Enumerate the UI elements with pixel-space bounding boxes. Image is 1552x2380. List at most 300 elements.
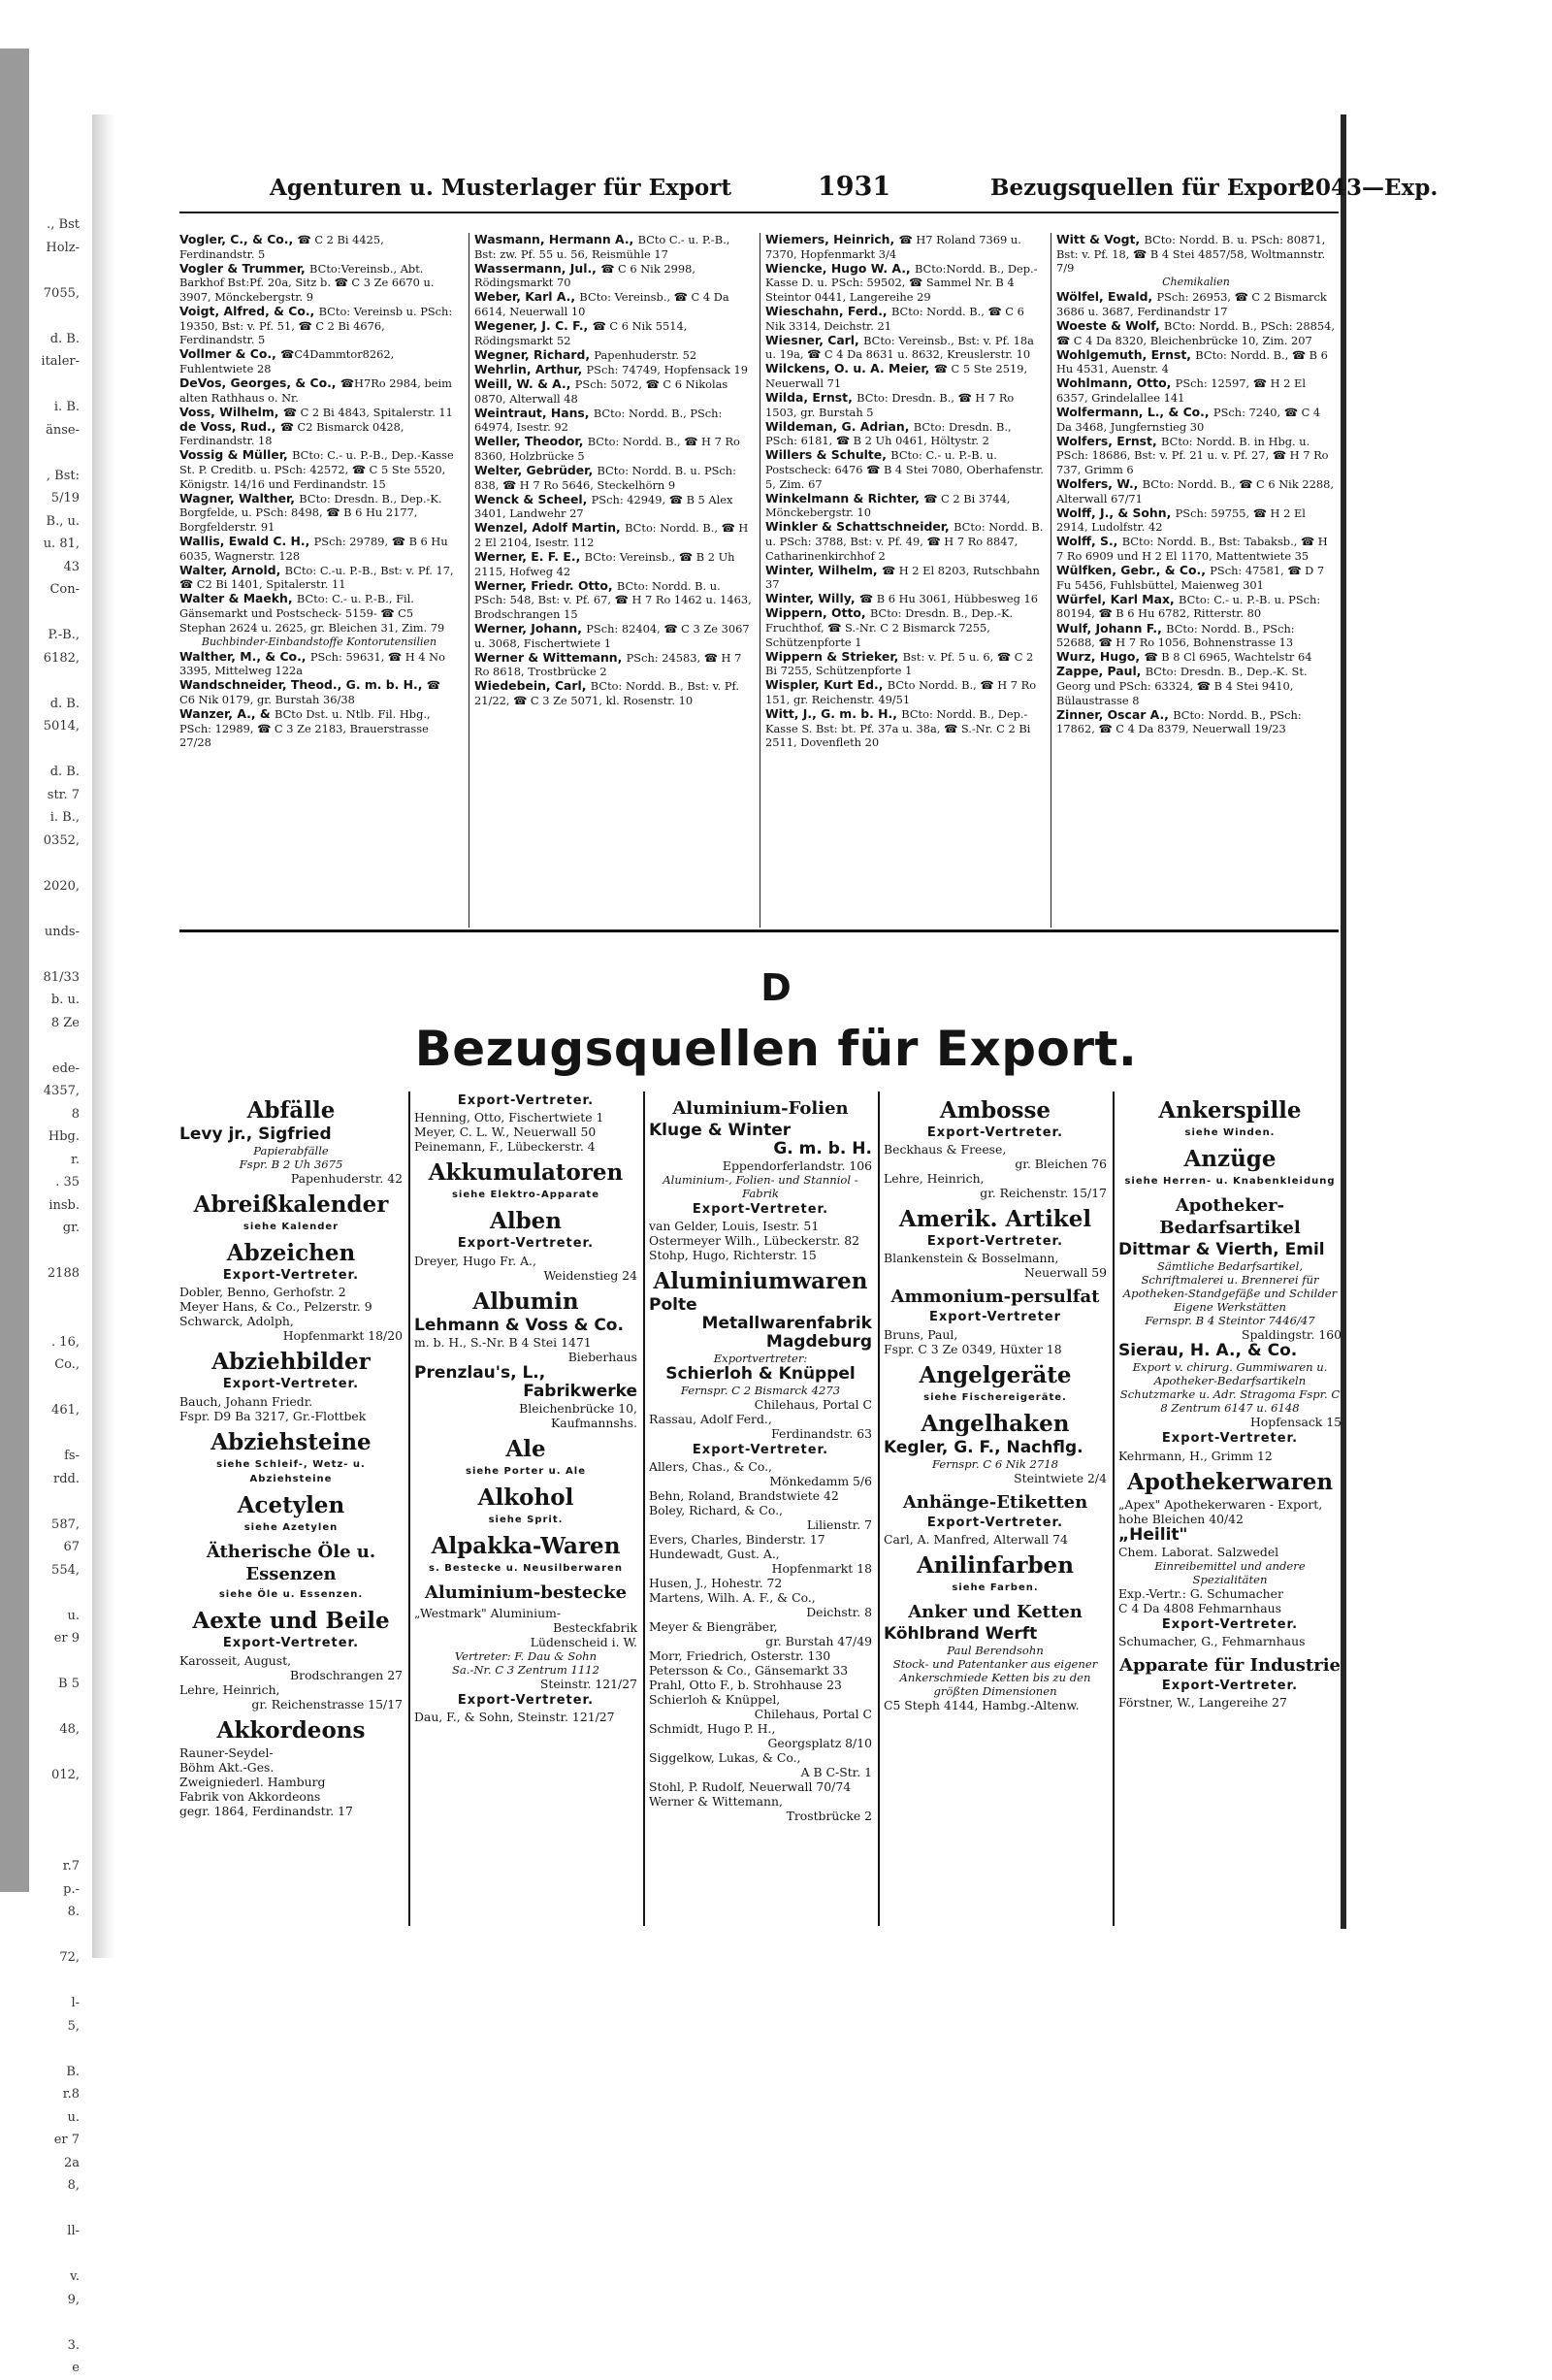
listing-entry: [1056, 435, 1336, 477]
entry-name: Winter, Wilhelm,: [765, 562, 882, 577]
firm-name: Kegler, G. F., Nachflg.: [884, 1437, 1083, 1457]
see-also-note: siehe Kalender: [242, 1222, 340, 1232]
listing-entry: [765, 520, 1045, 563]
entry-details: BCto: Nordd. B. u. PSch: 838, ☎ H 7 Ro 5646, Steckelhörn 9: [474, 464, 736, 492]
prev-page-fragment: p.-: [63, 1881, 80, 1897]
entry-details: BCto: C.- u. P.-B., Dep.-Kasse St. P. Creditb. u. PSch: 42572, ☎ C 5 Ste 5520, Königstr. 14/16 und Ferdinandstr. 15: [179, 448, 454, 491]
export-agent-label: Export-Vertreter.: [1161, 1678, 1299, 1693]
prev-page-fragment: unds-: [44, 924, 80, 939]
entry-name: Weill, W. & A.,: [474, 375, 575, 391]
supplier-address: Eppendorferlandstr. 106: [722, 1158, 872, 1173]
supplier-line: Dreyer, Hugo Fr. A.,: [414, 1253, 536, 1268]
prev-page-fragment: rdd.: [53, 1471, 80, 1486]
listing-entry: [1056, 535, 1336, 563]
supplier-line: gegr. 1864, Ferdinandstr. 17: [179, 1803, 353, 1818]
supplier-line: Fabrik von Akkordeons: [179, 1788, 321, 1804]
prev-page-fragment: 7055,: [43, 285, 80, 301]
entry-details: BCto: Nordd. B. in Hbg. u. PSch: 18686, Bst: v. Pf. 21 u. v. Pf. 27, ☎ H 7 Ro 737, Grimm 6: [1056, 434, 1329, 476]
supplier-address: Georgsplatz 8/10: [767, 1736, 872, 1751]
category-heading: Anzüge: [1183, 1146, 1277, 1173]
entry-name: Wölfel, Ewald,: [1056, 289, 1157, 305]
entry-name: Wiemers, Heinrich,: [765, 232, 899, 246]
supplier-line: „Apex" Apothekerwaren - Export, hohe Bleichen 40/42: [1118, 1496, 1323, 1526]
prev-page-fragment: Hbg.: [48, 1129, 80, 1144]
supplier-line: Schierloh & Knüppel,: [649, 1692, 781, 1708]
listing-column-4: [1056, 233, 1336, 928]
entry-name: Wiedebein, Carl,: [474, 678, 591, 694]
supplier-line: Carl, A. Manfred, Alterwall 74: [884, 1532, 1068, 1548]
export-agent-label: Export-Vertreter.: [1161, 1431, 1299, 1447]
entry-details: ☎ C6 Nik 0179, gr. Burstah 36/38: [179, 678, 440, 706]
prev-page-fragment: B 5: [58, 1677, 80, 1691]
export-agent-label: Export-Vertreter.: [457, 1093, 595, 1108]
entry-name: Wandschneider, Theod., G. m. b. H.,: [179, 677, 427, 693]
entry-details: ☎ C 2 Bi 4843, Spitalerstr. 11: [282, 405, 453, 419]
prev-page-fragment: ede-: [51, 1060, 80, 1076]
firm-note: Fernspr. C 2 Bismarck 4273: [680, 1384, 841, 1398]
listing-entry: [179, 347, 459, 375]
supplier-address: gr. Bleichen 76: [1015, 1157, 1107, 1172]
supplier-line: Meyer Hans, & Co., Pelzerstr. 9: [179, 1299, 372, 1315]
prev-page-fragment: [0, 1696, 83, 1719]
firm-name: Prenzlau's, L.,: [414, 1362, 546, 1383]
prev-page-fragment: 6182,: [43, 650, 80, 666]
entry-details: BCto:Vereinsb., Abt. Barkhof Bst:Pf. 20a, Sitz b. ☎ C 3 Ze 6670 u. 3907, Mönckebergstr. 9: [179, 261, 435, 304]
prev-page-fragment: 81/33: [43, 969, 80, 985]
listing-entry: [179, 678, 459, 706]
prev-page-fragment: fs-: [64, 1449, 80, 1463]
prev-page-fragment: [0, 305, 83, 328]
supplier-address: Bleichenbrücke 10,: [519, 1400, 637, 1416]
entry-name: Wulf, Johann F.,: [1056, 620, 1167, 636]
prev-page-fragment: 554,: [51, 1562, 80, 1578]
prev-page-fragment: 2188: [47, 1266, 80, 1281]
entry-name: Wispler, Kurt Ed.,: [765, 677, 888, 693]
supplier-line: Dobler, Benno, Gerhofstr. 2: [179, 1285, 346, 1300]
supplier-line: Bruns, Paul,: [884, 1326, 958, 1342]
supplier-address: Lilienstr. 7: [806, 1517, 872, 1533]
category-heading: Acetylen: [237, 1492, 345, 1519]
firm-note: Papierabfälle: [253, 1144, 329, 1157]
listing-entry: [179, 406, 459, 420]
entry-name: Werner & Wittemann,: [474, 649, 627, 665]
export-agent-label: Export-Vertreter: [928, 1310, 1062, 1325]
see-also-note: siehe Porter u. Ale: [466, 1465, 586, 1477]
listing-entry: [474, 348, 754, 363]
category-heading: Anker und Ketten: [908, 1602, 1083, 1623]
listing-entry: [474, 521, 754, 549]
listing-entry: [1056, 477, 1336, 505]
entry-details: ☎ H 2 El 8203, Rutschbahn 37: [765, 563, 1040, 592]
supplier-address: Steinstr. 121/27: [539, 1677, 637, 1692]
listing-entry: [474, 363, 754, 377]
entry-details: Papenhuderstr. 52: [594, 347, 697, 362]
listing-entry: [1056, 348, 1336, 376]
entry-details: ☎ B 8 Cl 6965, Wachtelstr 64: [1144, 650, 1312, 665]
entry-details: BCto: C.- u. P.-B. u. Postscheck: 6476 ☎ B 4 Stei 7080, Oberhafenstr. 5, Zim. 67: [765, 448, 1044, 491]
entry-details: PSch: 47581, ☎ D 7 Fu 5456, Fuhlsbüttel, Maienweg 301: [1056, 564, 1325, 592]
prev-page-fragment: [0, 1650, 83, 1674]
category-heading: Apparate für Industrie: [1119, 1654, 1341, 1676]
entry-details: PSch: 42949, ☎ B 5 Alex 3401, Landwehr 27: [474, 492, 733, 521]
prev-page-fragment: [0, 441, 83, 465]
firm-note: Einreibemittel und andere Spezialitäten: [1154, 1558, 1306, 1586]
entry-details: BCto: Nordd. B., ☎ C 6 Nik 3314, Deichstr. 21: [765, 304, 1024, 333]
prev-page-fragment: [0, 2243, 83, 2266]
supplier-line: Zweigniederl. Hamburg: [179, 1774, 326, 1789]
prev-page-fragment: [0, 1924, 83, 1947]
category-heading: Apothekerwaren: [1126, 1468, 1334, 1495]
see-also-note: siehe Öle u. Essenzen.: [218, 1589, 364, 1601]
supplier-line: Peinemann, F., Lübeckerstr. 4: [414, 1139, 596, 1155]
prev-page-fragment: 8,: [67, 2178, 80, 2193]
prev-page-fragment: d. B.: [49, 765, 80, 779]
firm-name: Fabrikwerke: [523, 1381, 637, 1401]
category-heading: Ankerspille: [1158, 1097, 1302, 1124]
entry-details: BCto: Vereinsb., ☎ C 4 Da 6614, Neuerwall 10: [474, 290, 729, 318]
category-heading: Aluminium-Folien: [672, 1098, 849, 1119]
supplier-line: Schwarck, Adolph,: [179, 1314, 294, 1329]
supplier-line: C5 Steph 4144, Hambg.-Altenw.: [884, 1698, 1080, 1713]
listing-entry: [179, 707, 459, 750]
entry-name: Wildeman, G. Adrian,: [765, 418, 914, 434]
export-agent-label: Export-Vertreter.: [222, 1377, 360, 1392]
listing-entry: [1056, 564, 1336, 592]
category-column-1: [179, 1092, 403, 1926]
listing-entry: [474, 464, 754, 492]
entry-name: Wieschahn, Ferd.,: [765, 303, 891, 318]
export-agent-label: Export-Vertreter.: [222, 1268, 360, 1284]
prev-page-fragment: u.: [67, 2109, 80, 2125]
see-also-note: siehe Farben.: [952, 1582, 1039, 1594]
section-rule: [179, 929, 1339, 932]
prev-page-fragment: [0, 259, 83, 282]
supplier-line: Rassau, Adolf Ferd.,: [649, 1412, 772, 1427]
listing-entry: [765, 606, 1045, 649]
prev-page-fragment: [0, 669, 83, 693]
entry-details: BCto: Dresdn. B., ☎ H 7 Ro 1503, gr. Burstah 5: [765, 391, 1015, 419]
listing-entry: [474, 622, 754, 650]
prev-page-fragment: [0, 897, 83, 921]
listing-entry: [765, 592, 1045, 606]
supplier-line: Chem. Laborat. Salzwedel: [1118, 1544, 1279, 1559]
column-divider: [1113, 1092, 1115, 1926]
prev-page-fragment: v.: [70, 2269, 80, 2284]
firm-note: Export v. chirurg. Gummiwaren u. Apotheker-Bedarfsartikeln Schutzmarke u. Adr. Stragoma Fspr. C 8 Zentrum 6147 u. 6148: [1119, 1360, 1341, 1416]
entry-name: Wolfermann, L., & Co.,: [1056, 405, 1213, 420]
entry-details: BCto: Nordd. B., PSch: 64974, Isestr. 92: [474, 406, 723, 435]
prev-page-fragment: e: [72, 2361, 80, 2375]
export-agent-label: Export-Vertreter.: [457, 1236, 595, 1252]
entry-name: Wehrlin, Arthur,: [474, 361, 587, 376]
prev-page-fragment: 72,: [59, 1950, 80, 1965]
prev-page-fragment: . 35: [55, 1175, 80, 1190]
supplier-address: Papenhuderstr. 42: [290, 1171, 403, 1186]
supplier-line: „Westmark" Aluminium-: [414, 1606, 562, 1621]
entry-category: Chemikalien: [1162, 276, 1230, 289]
listing-entry: [179, 650, 459, 678]
see-also-note: siehe Winden.: [1184, 1127, 1276, 1138]
entry-details: BCto: Dresdn. B., PSch: 6181, ☎ B 2 Uh 0461, Höltystr. 2: [765, 419, 1012, 448]
listing-entry: [765, 391, 1045, 419]
supplier-address: Chilehaus, Portal C: [754, 1397, 872, 1413]
page-number: 2043—Exp.: [1300, 175, 1439, 201]
supplier-line: Karosseit, August,: [179, 1652, 292, 1668]
category-heading: Abreißkalender: [193, 1191, 389, 1218]
supplier-address: gr. Reichenstrasse 15/17: [251, 1696, 403, 1712]
entry-name: Walther, M., & Co.,: [179, 648, 310, 664]
listing-entry: [1056, 665, 1336, 707]
supplier-line: Petersson & Co., Gänsemarkt 33: [649, 1663, 849, 1679]
entry-name: Vollmer & Co.,: [179, 346, 281, 362]
entry-name: Witt, J., G. m. b. H.,: [765, 706, 902, 722]
firm-note: Stock- und Patentanker aus eigener Ankerschmiede Ketten bis zu den größten Dimensionen: [892, 1657, 1098, 1699]
prev-page-fragment: 2a: [63, 2155, 80, 2170]
prev-page-fragment: [0, 1970, 83, 1993]
entry-name: Wanzer, A., &: [179, 706, 275, 722]
entry-details: BCto: Nordd. B., ☎ H 2 El 2104, Isestr. 112: [474, 521, 749, 549]
entry-details: BCto: Nordd. B., Bst: Tabaksb., ☎ H 7 Ro 6909 und H 2 El 1170, Mattentwiete 35: [1056, 535, 1328, 564]
supplier-address: gr. Burstah 47/49: [765, 1634, 872, 1649]
listing-entry: [179, 233, 459, 261]
entry-name: Wenck & Scheel,: [474, 491, 592, 506]
supplier-line: Henning, Otto, Fischertwiete 1: [414, 1110, 604, 1125]
category-heading: Aluminiumwaren: [653, 1268, 868, 1295]
entry-name: Woeste & Wolf,: [1056, 318, 1164, 334]
supplier-line: Evers, Charles, Binderstr. 17: [649, 1532, 825, 1548]
entry-name: Walter & Maekh,: [179, 591, 297, 606]
listing-entry: [1056, 708, 1336, 736]
entry-details: PSch: 7240, ☎ C 4 Da 3468, Jungfernstieg 30: [1056, 406, 1321, 434]
category-heading: Aluminium-bestecke: [424, 1582, 628, 1604]
firm-name: G. m. b. H.: [773, 1139, 872, 1158]
entry-name: Weller, Theodor,: [474, 434, 588, 449]
supplier-line: Ostermeyer Wilh., Lübeckerstr. 82: [649, 1233, 859, 1249]
entry-name: Wolff, S.,: [1056, 534, 1122, 549]
firm-note: Fernspr. C 6 Nik 2718: [932, 1456, 1058, 1471]
prev-page-fragment: 0352,: [43, 832, 80, 848]
supplier-address: Steintwiete 2/4: [1014, 1470, 1107, 1485]
category-heading: Ambosse: [939, 1097, 1051, 1124]
firm-name: Kluge & Winter: [649, 1121, 792, 1140]
prev-page-fragment: italer-: [41, 354, 80, 369]
listing-entry: [765, 707, 1045, 750]
prev-page-fragment: 48,: [59, 1722, 80, 1737]
entry-name: Wülfken, Gebr., & Co.,: [1056, 563, 1211, 578]
supplier-line: Martens, Wilh. A. F., & Co.,: [649, 1590, 816, 1606]
category-heading: Aexte und Beile: [192, 1608, 390, 1635]
category-heading: Akkordeons: [216, 1716, 366, 1744]
prev-page-fragment: [0, 2198, 83, 2221]
supplier-line: Schmidt, Hugo P. H.,: [649, 1721, 776, 1737]
listing-entry: [474, 579, 754, 622]
supplier-address: Hopfenmarkt 18/20: [282, 1328, 403, 1344]
prev-page-fragment: [0, 1581, 83, 1605]
entry-name: Wassermann, Jul.,: [474, 260, 601, 276]
supplier-line: Stohl, P. Rudolf, Neuerwall 70/74: [649, 1779, 852, 1795]
listing-entry: [474, 407, 754, 435]
prev-page-fragment: änse-: [46, 422, 80, 438]
prev-page-fragment: B.: [66, 2064, 80, 2079]
category-heading: Apotheker-Bedarfsartikel: [1159, 1195, 1301, 1239]
entry-name: Voss, Wilhelm,: [179, 404, 283, 419]
category-heading: Alben: [489, 1208, 563, 1235]
supplier-line: Meyer, C. L. W., Neuerwall 50: [414, 1125, 597, 1140]
prev-page-fragment: 2020,: [43, 878, 80, 894]
entry-name: DeVos, Georges, & Co.,: [179, 375, 340, 390]
listing-entry: [179, 592, 459, 635]
firm-name: Dittmar & Vierth, Emil: [1118, 1240, 1325, 1260]
section-letter: D: [760, 966, 792, 1009]
entry-details: ☎ C 5 Ste 2519, Neuerwall 71: [765, 362, 1028, 390]
listing-entry: [474, 493, 754, 521]
see-also-note: s. Bestecke u. Neusilberwaren: [429, 1563, 623, 1575]
entry-name: Wegner, Richard,: [474, 346, 595, 362]
entry-details: ☎ C 6 Nik 5514, Rödingsmarkt 52: [474, 319, 688, 347]
firm-note: Sämtliche Bedarfsartikel, Schriftmalerei u. Brennerei für Apotheken-Standgefäße und Schilder Eigene Werkstätten: [1122, 1259, 1338, 1315]
entry-name: Witt & Vogt,: [1056, 232, 1145, 246]
listing-entry: [474, 319, 754, 347]
supplier-address: Weidenstieg 24: [543, 1267, 637, 1283]
prev-page-fragment: u. 81,: [43, 537, 80, 551]
prev-page-fragment: [0, 1286, 83, 1309]
listing-entry: [1056, 622, 1336, 650]
prev-page-fragment: i. B.,: [49, 810, 80, 825]
supplier-address: Lüdenscheid i. W.: [530, 1635, 637, 1650]
entry-details: BCto: Nordd. B., ☎ B 6 Hu 4531, Auenstr. 4: [1056, 347, 1328, 376]
prev-page-fragment: [0, 943, 83, 966]
supplier-address: gr. Reichenstr. 15/17: [980, 1186, 1107, 1201]
category-heading: Albumin: [472, 1288, 579, 1315]
firm-name: Levy jr., Sigfried: [179, 1125, 332, 1144]
entry-details: PSch: 59631, ☎ H 4 No 3395, Mittelweg 122a: [179, 649, 445, 678]
export-agent-label: Export-Vertreter.: [692, 1202, 829, 1217]
firm-note: Fernspr. B 4 Steintor 7446/47: [1145, 1314, 1315, 1328]
supplier-line: Prahl, Otto F., b. Strohhause 23: [649, 1678, 842, 1693]
category-column-3: [649, 1092, 872, 1926]
supplier-line: Lehre, Heinrich,: [884, 1171, 985, 1187]
entry-name: Wippern & Strieker,: [765, 648, 903, 664]
prev-page-fragment: [0, 1742, 83, 1765]
listing-entry: [1056, 406, 1336, 434]
listing-entry: [765, 362, 1045, 390]
entry-name: Wasmann, Hermann A.,: [474, 232, 638, 246]
firm-note: Exportvertreter:: [713, 1352, 808, 1366]
entry-name: Wurz, Hugo,: [1056, 649, 1145, 665]
prev-page-fragment: gr.: [62, 1221, 80, 1235]
category-column-2: [414, 1092, 637, 1926]
listing-entry: [765, 678, 1045, 706]
entry-name: Zinner, Oscar A.,: [1056, 706, 1174, 722]
supplier-line: van Gelder, Louis, Isestr. 51: [649, 1219, 820, 1234]
entry-details: BCto: Nordd. B., Bst: v. Pf. 21/22, ☎ C 3 Ze 5071, kl. Rosenstr. 10: [474, 679, 739, 707]
category-heading: Abzeichen: [226, 1240, 356, 1267]
category-heading: Abziehsteine: [210, 1428, 372, 1455]
firm-note: Vertreter: F. Dau & Sohn: [454, 1649, 598, 1664]
supplier-address: A B C-Str. 1: [800, 1765, 872, 1780]
prev-page-fragment: [0, 852, 83, 875]
supplier-line: Schumacher, G., Fehmarnhaus: [1118, 1633, 1306, 1648]
supplier-address: Chilehaus, Portal C: [754, 1707, 872, 1722]
supplier-line: Rauner-Seydel-: [179, 1744, 274, 1760]
listing-entry: [474, 651, 754, 679]
entry-details: PSch: 29789, ☎ B 6 Hu 6035, Wagnerstr. 128: [179, 534, 448, 563]
entry-details: ☎ C 2 Bi 3744, Mönckebergstr. 10: [765, 491, 1011, 520]
export-agent-label: Export-Vertreter.: [692, 1443, 829, 1458]
entry-name: Willers & Schulte,: [765, 447, 891, 463]
listing-entry: [179, 376, 459, 405]
listing-column-3: [765, 233, 1045, 928]
firm-note: Sa.-Nr. C 3 Zentrum 1112: [451, 1663, 600, 1678]
prev-page-fragment: er 9: [53, 1631, 80, 1646]
prev-page-fragment: [0, 602, 83, 625]
entry-name: Winkler & Schattschneider,: [765, 519, 954, 535]
firm-note: Fspr. B 2 Uh 3675: [239, 1157, 343, 1171]
firm-note: Paul Berendsohn: [947, 1644, 1044, 1658]
entry-details: PSch: 24583, ☎ H 7 Ro 8618, Trostbrücke 2: [474, 650, 742, 679]
prev-page-fragment: [0, 2038, 83, 2061]
supplier-address: Bieberhaus: [567, 1349, 637, 1364]
prev-page-fragment: 43: [63, 559, 80, 574]
entry-name: Walter, Arnold,: [179, 562, 285, 577]
supplier-line: Böhm Akt.-Ges.: [179, 1759, 275, 1775]
column-divider: [643, 1092, 645, 1926]
listing-entry: [179, 492, 459, 535]
entry-details: BCto: Vereinsb., ☎ B 2 Uh 2115, Hofweg 42: [474, 550, 735, 578]
entry-name: Wilda, Ernst,: [765, 390, 857, 406]
prev-page-fragment: r.8: [62, 2087, 80, 2102]
supplier-line: Blankenstein & Bosselmann,: [884, 1251, 1059, 1266]
see-also-note: siehe Herren- u. Knabenkleidung: [1124, 1176, 1336, 1188]
entry-name: Vogler, C., & Co.,: [179, 232, 298, 246]
listing-entry: [765, 492, 1045, 520]
entry-details: PSch: 5072, ☎ C 6 Nikolas 0870, Alterwall 48: [474, 376, 728, 406]
agency-listing: [179, 233, 1339, 928]
listing-entry: [179, 262, 459, 305]
supplier-line: Boley, Richard, & Co.,: [649, 1503, 783, 1518]
entry-name: Vogler & Trummer,: [179, 260, 310, 276]
entry-details: BCto: Nordd. B. u. PSch: 548, Bst: v. Pf. 67, ☎ H 7 Ro 1462 u. 1463, Brodschrangen 15: [474, 578, 752, 621]
prev-page-fragment: d. B.: [49, 696, 80, 711]
prev-page-fragment: B., u.: [46, 513, 80, 529]
section-title: Bezugsquellen für Export.: [414, 1021, 1138, 1077]
entry-details: BCto: Nordd. B., PSch: 52688, ☎ H 7 Ro 1056, Bohnenstrasse 13: [1056, 621, 1295, 650]
export-agent-label: Export-Vertreter.: [1161, 1616, 1299, 1632]
prev-page-fragment: , Bst:: [46, 468, 80, 483]
prev-page-fragment: 9,: [67, 2292, 80, 2307]
category-heading: Angelgeräte: [919, 1361, 1072, 1388]
prev-page-fragment: [0, 1240, 83, 1263]
entry-name: Würfel, Karl Max,: [1056, 591, 1179, 606]
entry-name: Wolfers, W.,: [1056, 476, 1143, 492]
listing-entry: [765, 564, 1045, 592]
prev-page-fragment: 67: [63, 1540, 80, 1554]
prev-page-fragment: i. B.: [53, 400, 80, 414]
entry-name: Vossig & Müller,: [179, 447, 293, 463]
see-also-note: siehe Sprit.: [488, 1514, 564, 1525]
supplier-line: Stohp, Hugo, Richterstr. 15: [649, 1248, 817, 1263]
listing-entry: [1056, 233, 1336, 276]
entry-details: BCto: Nordd. B. u. PSch: 3788, Bst: v. Pf. 49, ☎ H 7 Ro 8847, Catharinenkirchhof 2: [765, 520, 1044, 563]
entry-name: Wohlgemuth, Ernst,: [1056, 346, 1196, 362]
entry-details: BCto:Nordd. B., Dep.-Kasse D. u. PSch: 59502, ☎ Sammel Nr. B 4 Steintor 0441, Langereihe 29: [765, 261, 1038, 304]
prev-page-fragment: d. B.: [49, 331, 80, 346]
supplier-line: Förstner, W., Langereihe 27: [1118, 1695, 1287, 1711]
firm-name: Lehmann & Voss & Co.: [414, 1315, 624, 1335]
prev-page-fragment: r.7: [62, 1859, 80, 1874]
listing-entry: [765, 420, 1045, 448]
listing-entry: [765, 448, 1045, 491]
